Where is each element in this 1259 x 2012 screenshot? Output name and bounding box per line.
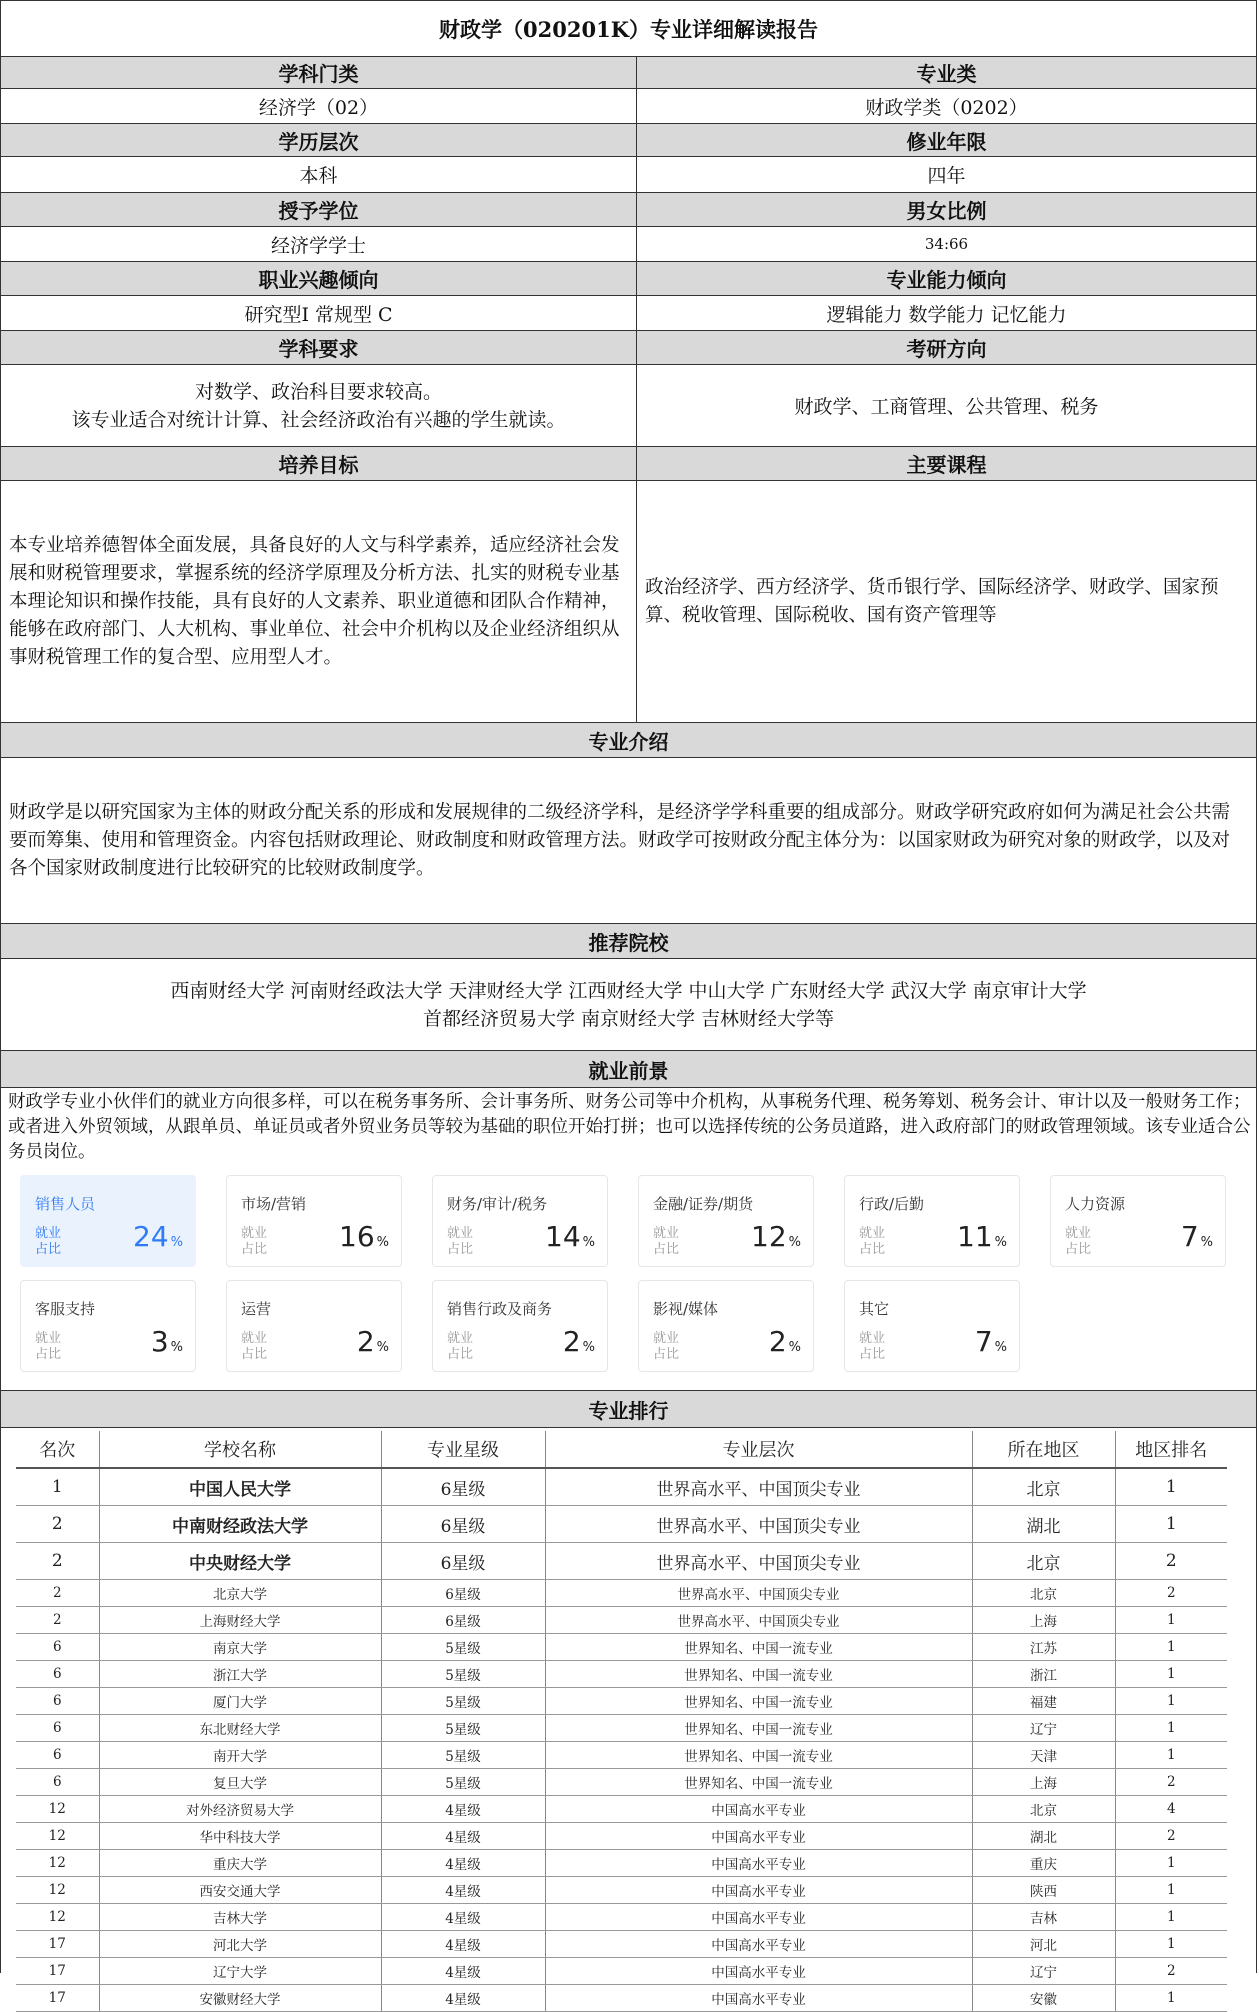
job-card-pct-unit: % [170, 1235, 183, 1250]
job-card-sub-1: 就业 [447, 1331, 474, 1346]
job-card-pct [975, 1325, 1007, 1358]
region-rank-cell: 2 [1115, 1958, 1227, 1985]
stars-cell: 4星级 [381, 1931, 545, 1958]
stars-cell: 6星级 [381, 1468, 545, 1506]
intro-text: 财政学是以研究国家为主体的财政分配关系的形成和发展规律的二级经济学科，是经济学学科重要的组成部分。财政学研究政府如何为满足社会公共需要而筹集、使用和管理资金。内容包括财政理论、财政制度和财政管理方法。财政学可按财政分配主体分为：以国家财政为研究对象的财政学，以及对各个国家财政制度进行比较研究的比较财政制度学。 [9, 801, 1231, 879]
job-card-pct-value: 14 [545, 1220, 581, 1253]
region-rank-cell: 1 [1115, 1506, 1227, 1543]
level-cell: 中国高水平专业 [545, 1985, 972, 2012]
table-row [16, 1742, 1227, 1769]
job-card-sub [241, 1226, 267, 1258]
job-card-sub [447, 1331, 473, 1363]
job-card-sub-1: 就业 [35, 1331, 62, 1346]
jobs-header: 就业前景 [1, 1051, 1256, 1087]
region-cell: 重庆 [972, 1850, 1115, 1877]
education-level-header: 学历层次 [1, 124, 637, 156]
intro-row [0, 758, 1257, 924]
job-card-sub-2: 占比 [35, 1347, 62, 1362]
job-card-name: 销售行政及商务 [447, 1300, 553, 1318]
region-cell: 北京 [972, 1796, 1115, 1823]
value-row-requirement [0, 365, 1257, 447]
job-card-pct [339, 1220, 389, 1253]
level-cell: 中国高水平专业 [545, 1931, 972, 1958]
job-card-pct-unit: % [582, 1340, 595, 1355]
schools-line-1: 西南财经大学 河南财经政法大学 天津财经大学 江西财经大学 中山大学 广东财经大学 武汉大学 南京审计大学 [170, 979, 1087, 1002]
job-card[interactable] [1050, 1175, 1226, 1267]
level-cell: 中国高水平专业 [545, 1850, 972, 1877]
school-cell: 复旦大学 [99, 1769, 381, 1796]
job-card-pct-unit: % [788, 1340, 801, 1355]
rank-cell: 6 [16, 1769, 99, 1796]
intro-header: 专业介绍 [1, 723, 1256, 757]
stars-cell: 4星级 [381, 1877, 545, 1904]
table-row [16, 1769, 1227, 1796]
region-cell: 辽宁 [972, 1715, 1115, 1742]
region-cell: 安徽 [972, 1985, 1115, 2012]
table-row [16, 1506, 1227, 1543]
job-card[interactable] [844, 1175, 1020, 1267]
job-card-sub-2: 占比 [859, 1347, 886, 1362]
major-class-value: 财政学类（0202） [865, 96, 1028, 119]
schools-row [0, 959, 1257, 1051]
postgrad-direction-header: 考研方向 [637, 331, 1256, 364]
stars-cell: 5星级 [381, 1769, 545, 1796]
school-cell: 西安交通大学 [99, 1877, 381, 1904]
job-card-sub-2: 占比 [447, 1242, 474, 1257]
job-card-pct-value: 12 [751, 1220, 787, 1253]
region-cell: 江苏 [972, 1634, 1115, 1661]
header-row-requirement [0, 331, 1257, 365]
level-cell: 世界知名、中国一流专业 [545, 1661, 972, 1688]
region-rank-cell: 1 [1115, 1985, 1227, 2012]
school-cell: 对外经济贸易大学 [99, 1796, 381, 1823]
job-card-sub [35, 1331, 61, 1363]
value-row-goal [0, 481, 1257, 723]
school-cell: 华中科技大学 [99, 1823, 381, 1850]
jobs-text: 财政学专业小伙伴们的就业方向很多样，可以在税务事务所、会计事务所、财务公司等中介机构，从事税务代理、税务筹划、税务会计、审计以及一般财务工作；或者进入外贸领域，从跟单员、单证员或者外贸业务员等较为基础的职位开始打拼；也可以选择传统的公务员道路，进入政府部门的财政管理领域。该专业适合公务员岗位。 [8, 1092, 1251, 1162]
header-row-degree [0, 193, 1257, 227]
school-cell: 辽宁大学 [99, 1958, 381, 1985]
duration-value: 四年 [927, 165, 966, 187]
school-cell: 中国人民大学 [99, 1468, 381, 1506]
job-card-sub-1: 就业 [241, 1226, 268, 1241]
job-card-sub-2: 占比 [653, 1347, 680, 1362]
table-row [16, 1661, 1227, 1688]
job-card-sub [859, 1226, 885, 1258]
job-card-pct [957, 1220, 1007, 1253]
gender-ratio-header: 男女比例 [637, 193, 1256, 226]
table-row [16, 1634, 1227, 1661]
table-row [16, 1468, 1227, 1506]
rank-cell: 6 [16, 1742, 99, 1769]
value-row-degree [0, 227, 1257, 262]
job-card[interactable] [638, 1175, 814, 1267]
main-courses-header: 主要课程 [637, 447, 1256, 480]
rank-cell: 12 [16, 1904, 99, 1931]
rank-cell: 2 [16, 1580, 99, 1607]
rank-cell: 12 [16, 1877, 99, 1904]
stars-cell: 6星级 [381, 1506, 545, 1543]
region-rank-cell: 1 [1115, 1607, 1227, 1634]
col-school: 学校名称 [99, 1431, 381, 1468]
interest-value: 研究型I 常规型 C [1, 296, 637, 330]
schools-header: 推荐院校 [1, 924, 1256, 958]
table-row [16, 1958, 1227, 1985]
job-card-sub-2: 占比 [447, 1347, 474, 1362]
ranking-table-wrap [16, 1431, 1227, 2012]
school-cell: 南开大学 [99, 1742, 381, 1769]
region-rank-cell: 1 [1115, 1904, 1227, 1931]
training-goal-value: 本专业培养德智体全面发展，具备良好的人文与科学素养，适应经济社会发展和财税管理要求，掌握系统的经济学原理及分析方法、扎实的财税专业基本理论知识和操作技能，具有良好的人文素养、职业道德和团队合作精神，能够在政府部门、人大机构、事业单位、社会中介机构以及企业经济组织从事财税管理工作的复合型、应用型人才。 [1, 481, 637, 722]
school-cell: 浙江大学 [99, 1661, 381, 1688]
rank-cell: 12 [16, 1850, 99, 1877]
subject-requirement-line-1: 对数学、政治科目要求较高。 [194, 380, 442, 403]
school-cell: 河北大学 [99, 1931, 381, 1958]
table-row [16, 1796, 1227, 1823]
level-cell: 中国高水平专业 [545, 1796, 972, 1823]
job-distribution-cards [0, 1170, 1259, 1392]
intro-header-row [0, 723, 1257, 758]
job-card-sub-2: 占比 [1065, 1242, 1092, 1257]
table-row [16, 1688, 1227, 1715]
stars-cell: 4星级 [381, 1904, 545, 1931]
job-card-name: 其它 [859, 1300, 890, 1318]
value-row-category [0, 89, 1257, 124]
region-rank-cell: 1 [1115, 1715, 1227, 1742]
ability-header: 专业能力倾向 [637, 262, 1256, 295]
job-card-sub-1: 就业 [859, 1226, 886, 1241]
job-card-sub-1: 就业 [1065, 1226, 1092, 1241]
job-card-name: 金融/证券/期货 [653, 1195, 754, 1213]
ranking-table-body [16, 1468, 1227, 2012]
col-level: 专业层次 [545, 1431, 972, 1468]
job-card-pct-value: 7 [1180, 1220, 1199, 1253]
header-row-category [0, 57, 1257, 89]
region-cell: 天津 [972, 1742, 1115, 1769]
region-cell: 上海 [972, 1769, 1115, 1796]
job-card-pct [1181, 1220, 1213, 1253]
region-cell: 北京 [972, 1580, 1115, 1607]
job-card-name: 运营 [241, 1300, 272, 1318]
value-row-interest [0, 296, 1257, 331]
job-card-pct-value: 3 [150, 1325, 169, 1358]
region-cell: 浙江 [972, 1661, 1115, 1688]
job-card-pct-value: 11 [957, 1220, 993, 1253]
rank-cell: 12 [16, 1823, 99, 1850]
header-row-goal [0, 447, 1257, 481]
training-goal-header: 培养目标 [1, 447, 637, 480]
rank-cell: 6 [16, 1715, 99, 1742]
job-card[interactable] [432, 1175, 608, 1267]
table-row [16, 1904, 1227, 1931]
rank-cell: 12 [16, 1796, 99, 1823]
ranking-table-header [16, 1431, 1227, 1468]
job-card-pct-unit: % [994, 1340, 1007, 1355]
region-rank-cell: 4 [1115, 1796, 1227, 1823]
school-cell: 中央财经大学 [99, 1543, 381, 1580]
job-card-sub-1: 就业 [241, 1331, 268, 1346]
job-card-pct-value: 2 [356, 1325, 375, 1358]
level-cell: 中国高水平专业 [545, 1877, 972, 1904]
main-courses-value: 政治经济学、西方经济学、货币银行学、国际经济学、财政学、国家预算、税收管理、国际税收、国有资产管理等 [645, 576, 1219, 626]
job-card-pct-unit: % [994, 1235, 1007, 1250]
job-card-pct-unit: % [376, 1340, 389, 1355]
level-cell: 世界知名、中国一流专业 [545, 1715, 972, 1742]
job-card-sub-2: 占比 [653, 1242, 680, 1257]
job-card-name: 影视/媒体 [653, 1300, 719, 1318]
job-card[interactable] [20, 1280, 196, 1372]
discipline-header: 学科门类 [1, 57, 637, 88]
job-card-pct-unit: % [1200, 1235, 1213, 1250]
region-rank-cell: 2 [1115, 1769, 1227, 1796]
job-card-sub [241, 1331, 267, 1363]
rank-cell: 17 [16, 1985, 99, 2012]
job-card-name: 人力资源 [1065, 1195, 1126, 1213]
school-cell: 中南财经政法大学 [99, 1506, 381, 1543]
rank-cell: 17 [16, 1958, 99, 1985]
level-cell: 中国高水平专业 [545, 1958, 972, 1985]
region-rank-cell: 1 [1115, 1468, 1227, 1506]
school-cell: 厦门大学 [99, 1688, 381, 1715]
job-card-pct-value: 2 [562, 1325, 581, 1358]
job-card-name: 市场/营销 [241, 1195, 307, 1213]
region-rank-cell: 1 [1115, 1850, 1227, 1877]
level-cell: 中国高水平专业 [545, 1904, 972, 1931]
table-row [16, 1715, 1227, 1742]
title-row [0, 0, 1257, 57]
job-card-sub-1: 就业 [859, 1331, 886, 1346]
rank-cell: 2 [16, 1607, 99, 1634]
gender-ratio-value: 34:66 [924, 235, 969, 253]
table-row [16, 1877, 1227, 1904]
rank-cell: 6 [16, 1661, 99, 1688]
job-card-sub [35, 1226, 61, 1258]
job-card[interactable] [638, 1280, 814, 1372]
education-level-value: 本科 [1, 157, 637, 192]
duration-header: 修业年限 [637, 124, 1256, 156]
job-card-pct [769, 1325, 801, 1358]
job-card-sub-2: 占比 [35, 1242, 62, 1257]
stars-cell: 5星级 [381, 1661, 545, 1688]
job-card-pct-value: 24 [133, 1220, 169, 1253]
table-row [16, 1931, 1227, 1958]
job-card-pct-unit: % [170, 1340, 183, 1355]
job-card-pct [751, 1220, 801, 1253]
region-rank-cell: 1 [1115, 1877, 1227, 1904]
jobs-header-row [0, 1051, 1257, 1088]
header-row-level [0, 124, 1257, 157]
level-cell: 世界知名、中国一流专业 [545, 1742, 972, 1769]
job-card-sub [859, 1331, 885, 1363]
rank-cell: 6 [16, 1688, 99, 1715]
col-region: 所在地区 [972, 1431, 1115, 1468]
page-title: 财政学（020201K）专业详细解读报告 [1, 1, 1256, 56]
school-cell: 重庆大学 [99, 1850, 381, 1877]
job-card-sub-2: 占比 [859, 1242, 886, 1257]
region-cell: 湖北 [972, 1506, 1115, 1543]
region-rank-cell: 1 [1115, 1634, 1227, 1661]
rank-cell: 6 [16, 1634, 99, 1661]
region-cell: 福建 [972, 1688, 1115, 1715]
stars-cell: 5星级 [381, 1688, 545, 1715]
stars-cell: 6星级 [381, 1580, 545, 1607]
school-cell: 东北财经大学 [99, 1715, 381, 1742]
discipline-value: 经济学（02） [1, 89, 637, 123]
job-card-sub-1: 就业 [35, 1226, 62, 1241]
job-card[interactable] [432, 1280, 608, 1372]
job-card[interactable] [20, 1175, 196, 1267]
region-rank-cell: 1 [1115, 1742, 1227, 1769]
ranking-header-row [0, 1391, 1257, 1428]
schools-header-row [0, 924, 1257, 959]
job-card-pct [563, 1325, 595, 1358]
school-cell: 南京大学 [99, 1634, 381, 1661]
job-card[interactable] [844, 1280, 1020, 1372]
job-card-pct [151, 1325, 183, 1358]
major-class-header: 专业类 [637, 57, 1256, 88]
stars-cell: 4星级 [381, 1823, 545, 1850]
region-cell: 湖北 [972, 1823, 1115, 1850]
region-cell: 北京 [972, 1468, 1115, 1506]
region-rank-cell: 2 [1115, 1823, 1227, 1850]
col-region-rank: 地区排名 [1115, 1431, 1227, 1468]
region-rank-cell: 1 [1115, 1661, 1227, 1688]
rank-cell: 2 [16, 1543, 99, 1580]
stars-cell: 5星级 [381, 1742, 545, 1769]
region-cell: 陕西 [972, 1877, 1115, 1904]
table-row [16, 1985, 1227, 2012]
job-card-pct-value: 2 [768, 1325, 787, 1358]
job-card-name: 行政/后勤 [859, 1195, 925, 1213]
school-cell: 安徽财经大学 [99, 1985, 381, 2012]
region-cell: 河北 [972, 1931, 1115, 1958]
region-rank-cell: 2 [1115, 1543, 1227, 1580]
region-rank-cell: 2 [1115, 1580, 1227, 1607]
job-card-sub [653, 1331, 679, 1363]
interest-header: 职业兴趣倾向 [1, 262, 637, 295]
job-card-pct [133, 1220, 183, 1253]
table-row [16, 1543, 1227, 1580]
school-cell: 上海财经大学 [99, 1607, 381, 1634]
stars-cell: 5星级 [381, 1634, 545, 1661]
col-stars: 专业星级 [381, 1431, 545, 1468]
stars-cell: 4星级 [381, 1985, 545, 2012]
job-card-pct [357, 1325, 389, 1358]
stars-cell: 4星级 [381, 1796, 545, 1823]
ranking-table [16, 1431, 1227, 2012]
school-cell: 吉林大学 [99, 1904, 381, 1931]
job-card-name: 客服支持 [35, 1300, 96, 1318]
degree-header: 授予学位 [1, 193, 637, 226]
level-cell: 世界知名、中国一流专业 [545, 1634, 972, 1661]
job-card[interactable] [226, 1280, 402, 1372]
header-row-interest [0, 262, 1257, 296]
stars-cell: 5星级 [381, 1715, 545, 1742]
region-rank-cell: 1 [1115, 1688, 1227, 1715]
level-cell: 世界知名、中国一流专业 [545, 1688, 972, 1715]
level-cell: 中国高水平专业 [545, 1823, 972, 1850]
value-row-level [0, 157, 1257, 193]
stars-cell: 6星级 [381, 1543, 545, 1580]
job-card-pct-unit: % [376, 1235, 389, 1250]
level-cell: 世界高水平、中国顶尖专业 [545, 1543, 972, 1580]
job-card-name: 财务/审计/税务 [447, 1195, 548, 1213]
subject-requirement-line-2: 该专业适合对统计计算、社会经济政治有兴趣的学生就读。 [71, 408, 566, 431]
job-card-sub [447, 1226, 473, 1258]
postgrad-direction-value: 财政学、工商管理、公共管理、税务 [794, 396, 1099, 418]
job-card-sub [1065, 1226, 1091, 1258]
table-row [16, 1850, 1227, 1877]
school-cell: 北京大学 [99, 1580, 381, 1607]
region-cell: 辽宁 [972, 1958, 1115, 1985]
ability-value: 逻辑能力 数学能力 记忆能力 [826, 303, 1067, 326]
job-card-pct-value: 16 [339, 1220, 375, 1253]
job-card-pct-unit: % [788, 1235, 801, 1250]
stars-cell: 4星级 [381, 1850, 545, 1877]
degree-value: 经济学学士 [1, 227, 637, 261]
rank-cell: 17 [16, 1931, 99, 1958]
job-card[interactable] [226, 1175, 402, 1267]
job-card-name: 销售人员 [35, 1195, 96, 1213]
job-card-pct-value: 7 [974, 1325, 993, 1358]
level-cell: 世界高水平、中国顶尖专业 [545, 1506, 972, 1543]
region-cell: 北京 [972, 1543, 1115, 1580]
schools-value [1, 959, 1256, 1050]
job-card-sub-2: 占比 [241, 1242, 268, 1257]
table-row [16, 1823, 1227, 1850]
subject-requirement-header: 学科要求 [1, 331, 637, 364]
job-card-sub-2: 占比 [241, 1347, 268, 1362]
job-card-sub-1: 就业 [653, 1331, 680, 1346]
level-cell: 世界高水平、中国顶尖专业 [545, 1580, 972, 1607]
stars-cell: 4星级 [381, 1958, 545, 1985]
job-card-sub [653, 1226, 679, 1258]
level-cell: 世界高水平、中国顶尖专业 [545, 1607, 972, 1634]
subject-requirement-value [1, 365, 637, 446]
ranking-header: 专业排行 [1, 1391, 1256, 1427]
region-rank-cell: 1 [1115, 1931, 1227, 1958]
schools-line-2: 首都经济贸易大学 南京财经大学 吉林财经大学等 [422, 1007, 835, 1030]
level-cell: 世界高水平、中国顶尖专业 [545, 1468, 972, 1506]
region-cell: 上海 [972, 1607, 1115, 1634]
rank-cell: 2 [16, 1506, 99, 1543]
job-card-pct-unit: % [582, 1235, 595, 1250]
rank-cell: 1 [16, 1468, 99, 1506]
level-cell: 世界知名、中国一流专业 [545, 1769, 972, 1796]
table-row [16, 1607, 1227, 1634]
table-row [16, 1580, 1227, 1607]
col-rank: 名次 [16, 1431, 99, 1468]
job-card-pct [545, 1220, 595, 1253]
job-card-sub-1: 就业 [447, 1226, 474, 1241]
stars-cell: 6星级 [381, 1607, 545, 1634]
job-card-sub-1: 就业 [653, 1226, 680, 1241]
region-cell: 吉林 [972, 1904, 1115, 1931]
